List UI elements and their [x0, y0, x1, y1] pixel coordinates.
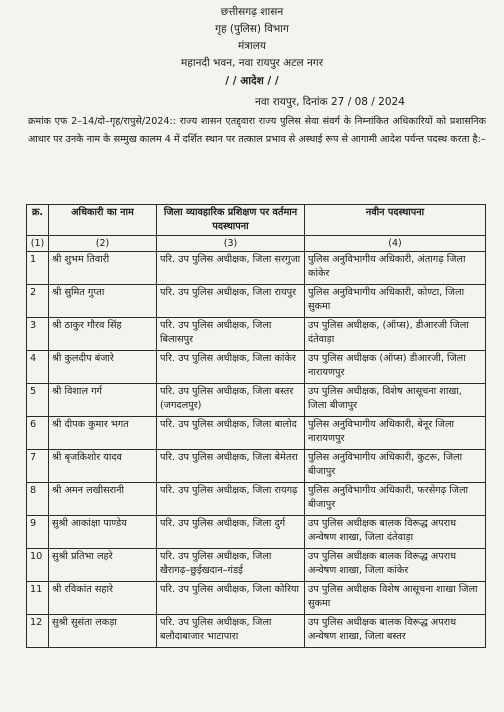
row-officer-name: श्री कुलदीप बंजारे [49, 351, 157, 384]
table-row [27, 615, 486, 648]
office-name: मंत्रालय [237, 40, 266, 52]
row-current-posting: परि. उप पुलिस अधीक्षक, जिला दुर्ग [157, 516, 305, 549]
row-officer-name: सुश्री सुसंता लकड़ा [49, 615, 157, 648]
row-current-posting: परि. उप पुलिस अधीक्षक, जिला कांकेर [157, 351, 305, 384]
row-current-posting: परि. उप पुलिस अधीक्षक, जिला रायगढ़ [157, 483, 305, 516]
header-current-posting: जिला व्यावहारिक प्रशिक्षण पर वर्तमान पदस्थापना [157, 205, 305, 236]
order-body-text: क्रमांक एफ 2–14/दो–गृह/रापुसे/2024:: राज्य शासन एतद्द्वारा राज्य पुलिस सेवा संवर्ग के निम्नांकित अधिकारियों को प्रशासनिक आधार पर उनके नाम के सम्मुख कालम 4 में दर्शित स्थान पर तत्काल प्रभाव से अस्थाई रूप से आगामी आदेश पर्यन्त पदस्थ करता है:– [28, 116, 486, 145]
table-row [27, 516, 486, 549]
state-name: छत्तीसगढ़ शासन [220, 6, 284, 18]
row-new-posting: पुलिस अनुविभागीय अधिकारी, अंतागढ़ जिला कांकेर [305, 252, 486, 285]
table-row [27, 351, 486, 384]
row-sn: 2 [27, 285, 49, 318]
header-new-posting: नवीन पदस्थापना [305, 205, 486, 236]
row-sn: 4 [27, 351, 49, 384]
table-row [27, 582, 486, 615]
row-current-posting: परि. उप पुलिस अधीक्षक, जिला सरगुजा [157, 252, 305, 285]
row-sn: 6 [27, 417, 49, 450]
table-row [27, 417, 486, 450]
row-sn: 8 [27, 483, 49, 516]
row-current-posting: परि. उप पुलिस अधीक्षक, जिला बालोद [157, 417, 305, 450]
row-new-posting: उप पुलिस अधीक्षक बालक विरूद्ध अपराध अन्वेषण शाखा, जिला बस्तर [305, 615, 486, 648]
row-sn: 12 [27, 615, 49, 648]
row-new-posting: पुलिस अनुविभागीय अधिकारी, बेनूर जिला नारायणपुर [305, 417, 486, 450]
table-row [27, 450, 486, 483]
row-officer-name: सुश्री आकांक्षा पाण्डेय [49, 516, 157, 549]
department-name: गृह (पुलिस) विभाग [215, 23, 289, 35]
row-sn: 10 [27, 549, 49, 582]
row-officer-name: सुश्री प्रतिभा लहरे [49, 549, 157, 582]
row-current-posting: परि. उप पुलिस अधीक्षक, जिला खैरागढ़–छुईखदान–गंडई [157, 549, 305, 582]
row-officer-name: श्री अमन लखीसरानी [49, 483, 157, 516]
row-new-posting: पुलिस अनुविभागीय अधिकारी, फरसेगढ़ जिला बीजापुर [305, 483, 486, 516]
row-officer-name: श्री ठाकुर गौरव सिंह [49, 318, 157, 351]
colnum-3: (3) [157, 236, 305, 252]
row-new-posting: उप पुलिस अधीक्षक, विशेष आसूचना शाखा, जिला बीजापुर [305, 384, 486, 417]
header-sn: क्र. [27, 205, 49, 236]
row-new-posting: पुलिस अनुविभागीय अधिकारी, कुटरू, जिला बीजापुर [305, 450, 486, 483]
table-header-row [27, 205, 486, 236]
table-row [27, 483, 486, 516]
row-sn: 11 [27, 582, 49, 615]
row-officer-name: श्री बृजकिशोर यादव [49, 450, 157, 483]
row-new-posting: उप पुलिस अधीक्षक, (ऑप्स), डीआरजी जिला दंतेवाड़ा [305, 318, 486, 351]
row-new-posting: उप पुलिस अधीक्षक (ऑप्स) डीआरजी, जिला नारायणपुर [305, 351, 486, 384]
order-label: / / आदेश / / [225, 75, 279, 87]
row-officer-name: श्री सुमित गुप्ता [49, 285, 157, 318]
colnum-2: (2) [49, 236, 157, 252]
header-name: अधिकारी का नाम [49, 205, 157, 236]
colnum-1: (1) [27, 236, 49, 252]
order-date: नवा रायपुर, दिनांक 27 / 08 / 2024 [255, 96, 405, 108]
office-address: महानदी भवन, नवा रायपुर अटल नगर [181, 57, 323, 69]
row-sn: 7 [27, 450, 49, 483]
table-row [27, 384, 486, 417]
table-row [27, 549, 486, 582]
table-row [27, 318, 486, 351]
row-new-posting: उप पुलिस अधीक्षक विशेष आसूचना शाखा जिला सुकमा [305, 582, 486, 615]
row-sn: 5 [27, 384, 49, 417]
row-sn: 3 [27, 318, 49, 351]
row-current-posting: परि. उप पुलिस अधीक्षक, जिला बिलासपुर [157, 318, 305, 351]
table-row [27, 252, 486, 285]
row-current-posting: परि. उप पुलिस अधीक्षक, जिला बेमेतरा [157, 450, 305, 483]
row-officer-name: श्री शुभम तिवारी [49, 252, 157, 285]
row-sn: 9 [27, 516, 49, 549]
column-number-row [27, 236, 486, 252]
row-officer-name: श्री दीपक कुमार भगत [49, 417, 157, 450]
row-current-posting: परि. उप पुलिस अधीक्षक, जिला बलौदाबाजार भाटापारा [157, 615, 305, 648]
row-officer-name: श्री रविकांत सहारे [49, 582, 157, 615]
row-current-posting: परि. उप पुलिस अधीक्षक, जिला बस्तर (जगदलपुर) [157, 384, 305, 417]
row-sn: 1 [27, 252, 49, 285]
row-officer-name: श्री विशाल गर्ग [49, 384, 157, 417]
row-current-posting: परि. उप पुलिस अधीक्षक, जिला कोरिया [157, 582, 305, 615]
row-current-posting: परि. उप पुलिस अधीक्षक, जिला रायपुर [157, 285, 305, 318]
colnum-4: (4) [305, 236, 486, 252]
row-new-posting: उप पुलिस अधीक्षक बालक विरूद्ध अपराध अन्वेषण शाखा, जिला दंतेवाड़ा [305, 516, 486, 549]
row-new-posting: उप पुलिस अधीक्षक बालक विरूद्ध अपराध अन्वेषण शाखा, जिला कांकेर [305, 549, 486, 582]
row-new-posting: पुलिस अनुविभागीय अधिकारी, कोण्टा, जिला सुकमा [305, 285, 486, 318]
table-row [27, 285, 486, 318]
posting-table [26, 204, 486, 648]
